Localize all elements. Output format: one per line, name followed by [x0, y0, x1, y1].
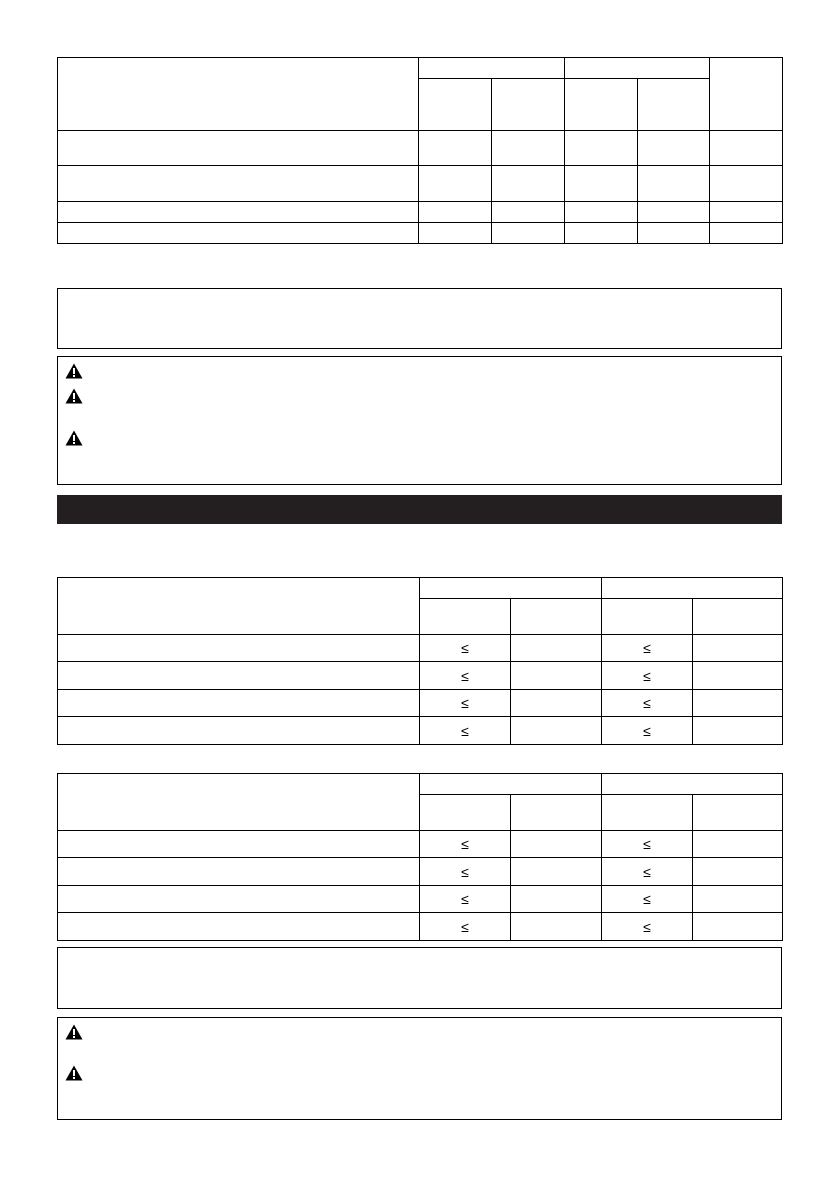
middle-subheader-cell	[602, 599, 693, 635]
note-box	[57, 288, 782, 349]
top-subheader-cell	[638, 79, 710, 131]
le-symbol: ≤	[420, 913, 511, 941]
warning-triangle-icon	[65, 363, 83, 379]
bottom-subheader-cell	[693, 795, 783, 831]
bottom-header-label-cell	[58, 774, 420, 831]
table-row	[58, 131, 783, 166]
warning-box	[57, 356, 782, 485]
le-symbol: ≤	[420, 717, 511, 745]
warning-box	[57, 1017, 782, 1120]
top-subheader-cell	[419, 79, 492, 131]
table-row	[58, 717, 783, 745]
warning-triangle-icon	[65, 430, 83, 446]
le-symbol: ≤	[420, 635, 511, 662]
table-row	[58, 202, 783, 223]
le-symbol: ≤	[420, 690, 511, 717]
table-row	[58, 886, 783, 913]
warning-triangle-icon	[65, 1024, 83, 1040]
le-symbol: ≤	[602, 831, 693, 858]
table-row	[58, 166, 783, 202]
le-symbol: ≤	[602, 690, 693, 717]
le-symbol: ≤	[602, 913, 693, 941]
middle-subheader-cell	[693, 599, 783, 635]
top-subheader-cell	[492, 79, 565, 131]
warning-triangle-icon	[65, 1065, 83, 1081]
middle-header-group-1	[420, 578, 602, 599]
warning-triangle-icon	[65, 388, 83, 404]
le-symbol: ≤	[420, 886, 511, 913]
le-symbol: ≤	[420, 858, 511, 886]
le-symbol: ≤	[420, 831, 511, 858]
top-header-group-2	[565, 58, 710, 79]
bottom-subheader-cell	[420, 795, 511, 831]
le-symbol: ≤	[602, 886, 693, 913]
table-row	[58, 223, 783, 244]
table-row	[58, 831, 783, 858]
middle-header-label-cell	[58, 578, 420, 635]
table-row	[58, 690, 783, 717]
top-header-last	[710, 58, 783, 131]
bottom-subheader-cell	[602, 795, 693, 831]
section-header-band	[57, 495, 782, 524]
le-symbol: ≤	[602, 717, 693, 745]
middle-subheader-cell	[511, 599, 602, 635]
table-row	[58, 635, 783, 662]
middle-header-group-2	[602, 578, 783, 599]
top-header-label-cell	[58, 58, 419, 131]
le-symbol: ≤	[602, 662, 693, 690]
middle-subheader-cell	[420, 599, 511, 635]
bottom-header-group-2	[602, 774, 783, 795]
table-row	[58, 913, 783, 941]
table-row	[58, 858, 783, 886]
le-symbol: ≤	[420, 662, 511, 690]
table-row	[58, 662, 783, 690]
note-box	[57, 947, 782, 1009]
top-spec-table	[57, 57, 783, 244]
bottom-spec-table	[57, 773, 783, 941]
bottom-header-group-1	[420, 774, 602, 795]
bottom-subheader-cell	[511, 795, 602, 831]
top-header-group-1	[419, 58, 565, 79]
middle-spec-table	[57, 577, 783, 745]
le-symbol: ≤	[602, 858, 693, 886]
le-symbol: ≤	[602, 635, 693, 662]
top-subheader-cell	[565, 79, 638, 131]
